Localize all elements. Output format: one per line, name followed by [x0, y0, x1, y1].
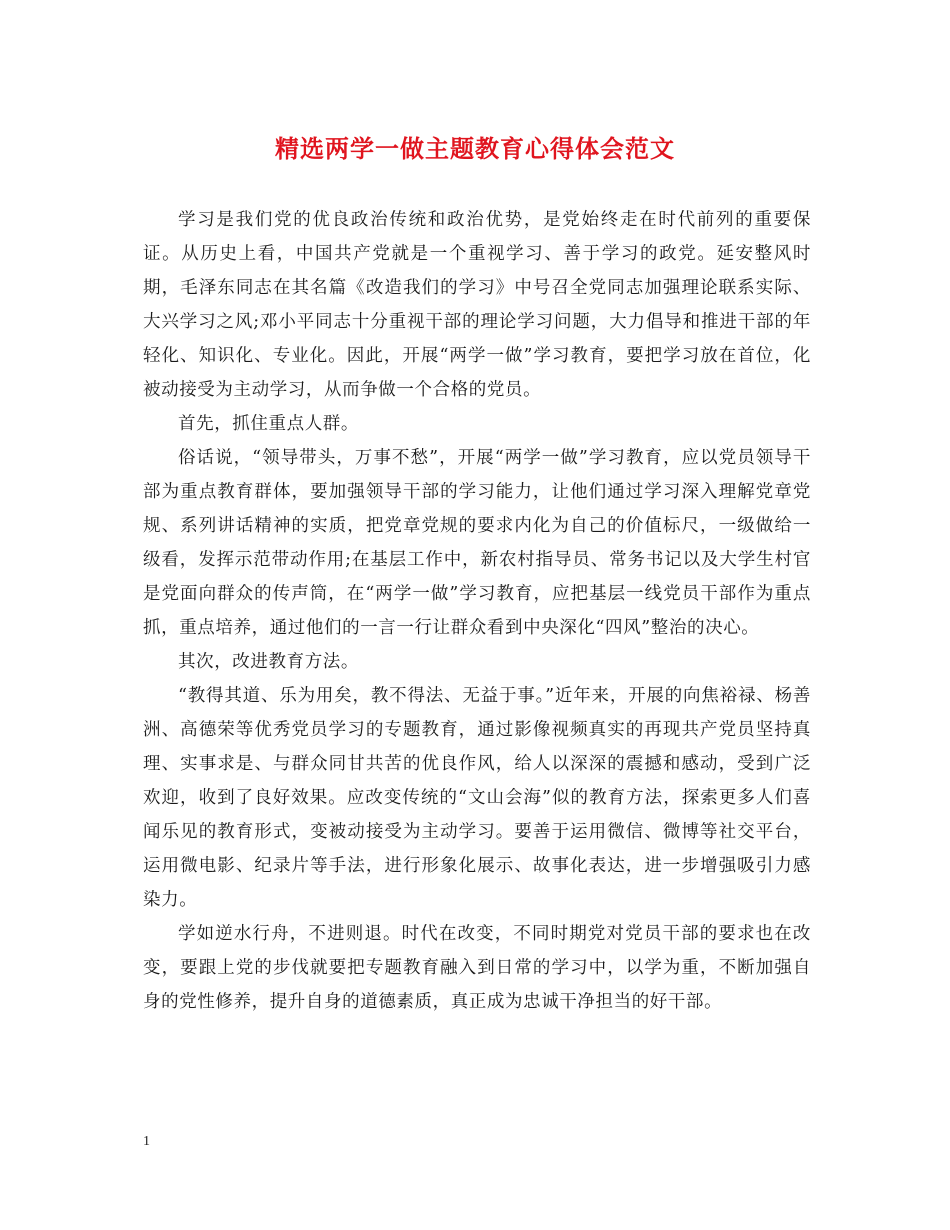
paragraph-heading-first: 首先，抓住重点人群。 [178, 414, 359, 434]
paragraph-key-groups: 俗话说，“领导带头，万事不愁”，开展“两学一做”学习教育，应以党员领导干部为重点教育群体，要加强领导干部的学习能力，让他们通过学习深入理解党章党规、系列讲话精神的实质，把党章党规的要求内化为自己的价值标尺，一级做给一级看，发挥示范带动作用;在基层工作中，新农村指导员、常务书记以及大学生村官是党面向群众的传声筒，在“两学一做”学习教育，应把基层一线党员干部作为重点抓，重点培养，通过他们的一言一行让群众看到中央深化“四风”整治的决心。 [143, 448, 811, 638]
paragraph-conclusion: 学如逆水行舟，不进则退。时代在改变，不同时期党对党员干部的要求也在改变，要跟上党的步伐就要把专题教育融入到日常的学习中，以学为重，不断加强自身的党性修养，提升自身的道德素质，真正成为忠诚干净担当的好干部。 [143, 924, 811, 1012]
document-body [143, 203, 811, 1019]
paragraph-intro: 学习是我们党的优良政治传统和政治优势，是党始终走在时代前列的重要保证。从历史上看，中国共产党就是一个重视学习、善于学习的政党。延安整风时期，毛泽东同志在其名篇《改造我们的学习》中号召全党同志加强理论联系实际、大兴学习之风;邓小平同志十分重视干部的理论学习问题，大力倡导和推进干部的年轻化、知识化、专业化。因此，开展“两学一做”学习教育，要把学习放在首位，化被动接受为主动学习，从而争做一个合格的党员。 [143, 210, 811, 400]
document-title: 精选两学一做主题教育心得体会范文 [275, 134, 675, 163]
paragraph-heading-second: 其次，改进教育方法。 [178, 652, 359, 672]
paragraph-education-methods: “教得其道、乐为用矣，教不得法、无益于事。”近年来，开展的向焦裕禄、杨善洲、高德荣等优秀党员学习的专题教育，通过影像视频真实的再现共产党员坚持真理、实事求是、与群众同甘共苦的优良作风，给人以深深的震撼和感动，受到广泛欢迎，收到了良好效果。应改变传统的“文山会海”似的教育方法，探索更多人们喜闻乐见的教育形式，变被动接受为主动学习。要善于运用微信、微博等社交平台，运用微电影、纪录片等手法，进行形象化展示、故事化表达，进一步增强吸引力感染力。 [143, 686, 811, 910]
page-number: 1 [143, 1134, 150, 1149]
